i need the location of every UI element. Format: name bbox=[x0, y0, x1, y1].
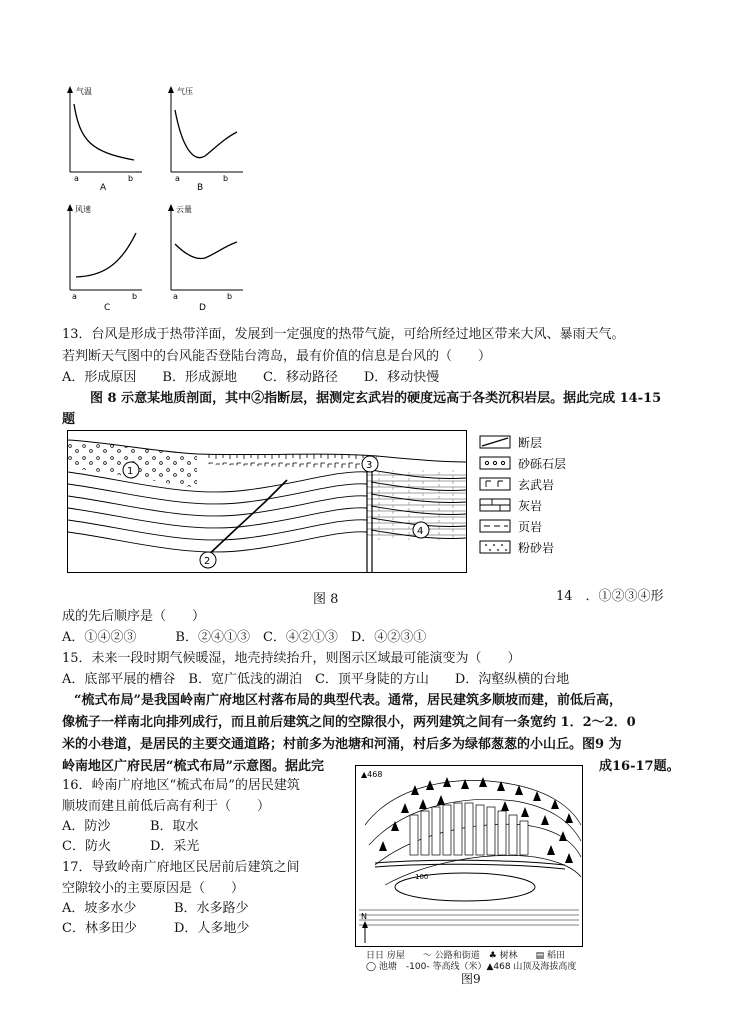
fig8-label-3: 3 bbox=[366, 460, 373, 471]
q13-stem-line2: 若判断天气图中的台风能否登陆台湾岛，最有价值的信息是台风的（ ） bbox=[62, 349, 492, 364]
fig8-legend-fault: 断层 bbox=[518, 436, 543, 450]
q16-option-a: A．防沙 bbox=[62, 819, 111, 834]
q17-option-a: A．坡多水少 bbox=[62, 901, 137, 916]
intro16-line4b: 成16-17题。 bbox=[599, 759, 680, 774]
q13-stem-line1: 13．台风是形成于热带洋面，发展到一定强度的热带气旋，可给所经过地区带来大风、暴雨天气。 bbox=[62, 327, 625, 342]
intro16-line3: 米的小巷道，是居民的主要交通道路；村前多为池塘和河涌，村后多为绿郁葱葱的小山丘。图9 为 bbox=[62, 737, 622, 752]
fig8-label-4: 4 bbox=[417, 526, 424, 537]
fig9-village-map bbox=[355, 765, 583, 947]
fig8-legend bbox=[478, 432, 608, 562]
q14-options: A．①④②③ B．②④①③ C．④②①③ D．④②③① bbox=[62, 630, 427, 645]
fig8-caption: 图 8 bbox=[313, 592, 339, 607]
q14-stem-line2: 成的先后顺序是（ ） bbox=[62, 609, 206, 624]
graph-d-caption: D bbox=[199, 303, 206, 313]
svg-text:a: a bbox=[72, 292, 77, 301]
fig8-legend-gravel: 砂砾石层 bbox=[518, 457, 567, 471]
graph-b bbox=[163, 82, 248, 194]
q16-stem-line1: 16．岭南广府地区“梳式布局”的居民建筑 bbox=[62, 778, 300, 793]
graph-c-ylabel: 风速 bbox=[75, 205, 91, 214]
graph-b-ylabel: 气压 bbox=[177, 87, 193, 96]
q16-option-d: D．采光 bbox=[150, 839, 200, 854]
graph-d-ylabel: 云量 bbox=[176, 205, 192, 214]
fig8-legend-limestone: 灰岩 bbox=[518, 499, 543, 513]
q17-option-d: D．人多地少 bbox=[174, 921, 250, 936]
q17-option-b: B．水多路少 bbox=[174, 901, 249, 916]
graph-c-caption: C bbox=[104, 303, 111, 313]
fig8-intro-line1: 图 8 示意某地质剖面，其中②指断层，据测定玄武岩的硬度远高于各类沉积岩层。据此完成 14-15 bbox=[90, 391, 662, 406]
svg-text:a: a bbox=[175, 174, 180, 183]
fig9-peak-label: ▲468 bbox=[361, 770, 383, 779]
fig8-legend-basalt: 玄武岩 bbox=[518, 478, 555, 492]
svg-text:b: b bbox=[132, 292, 138, 301]
fig8-legend-shale: 页岩 bbox=[518, 520, 543, 534]
svg-text:a: a bbox=[74, 174, 79, 183]
q17-option-c: C．林多田少 bbox=[62, 921, 137, 936]
q16-option-c: C．防火 bbox=[62, 839, 111, 854]
fig8-legend-siltstone: 粉砂岩 bbox=[518, 541, 555, 555]
q15-options: A．底部平展的槽谷 B．宽广低浅的湖泊 C．顶平身陡的方山 D．沟壑纵横的台地 bbox=[62, 672, 570, 687]
q14-stem-tail: 14 ．①②③④形 bbox=[556, 589, 664, 604]
q17-stem-line2: 空隙较小的主要原因是（ ） bbox=[62, 881, 245, 896]
fig9-legend-row2: ◯ 池塘 -100- 等高线（米）▲468 山顶及海拔高度 bbox=[366, 962, 577, 972]
intro16-line1: “梳式布局”是我国岭南广府地区村落布局的典型代表。通常，居民建筑多顺坡而建，前低后高， bbox=[74, 693, 622, 708]
fig9-legend-row1: 日日 房屋 ～ 公路和街道 ♣ 树林 ▤ 稻田 bbox=[366, 951, 566, 961]
fig9-north-arrow: N bbox=[361, 912, 367, 921]
q15-stem: 15．未来一段时期气候暖湿，地壳持续抬升，则图示区域最可能演变为（ ） bbox=[62, 651, 521, 666]
fig9-contour-label: 100 bbox=[415, 873, 429, 881]
q16-option-b: B．取水 bbox=[150, 819, 199, 834]
graph-d bbox=[163, 200, 248, 315]
graph-b-caption: B bbox=[197, 183, 204, 193]
intro16-line2: 像梳子一样南北向排列成行，而且前后建筑之间的空隙很小，两列建筑之间有一条宽约 1．2～2．0 bbox=[62, 715, 636, 730]
q16-stem-line2: 顺坡而建且前低后高有利于（ ） bbox=[62, 799, 271, 814]
q13-options: A．形成原因 B．形成源地 C．移动路径 D．移动快慢 bbox=[62, 370, 440, 385]
graph-a-caption: A bbox=[100, 183, 107, 193]
fig9-caption: 图9 bbox=[461, 972, 481, 986]
fig8-label-1: 1 bbox=[127, 466, 134, 477]
fig8-geologic-section bbox=[67, 430, 467, 573]
fig8-intro-line2: 题 bbox=[62, 412, 76, 427]
q17-stem-line1: 17．导致岭南广府地区民居前后建筑之间 bbox=[62, 860, 300, 875]
svg-text:b: b bbox=[223, 174, 229, 183]
fig8-label-2: 2 bbox=[204, 556, 211, 567]
graph-a-ylabel: 气温 bbox=[76, 87, 92, 96]
svg-text:a: a bbox=[173, 292, 178, 301]
svg-text:b: b bbox=[128, 174, 134, 183]
svg-text:b: b bbox=[227, 292, 233, 301]
intro16-line4a: 岭南地区广府民居“梳式布局”示意图。据此完 bbox=[62, 759, 324, 774]
graph-c bbox=[62, 200, 147, 315]
graph-a bbox=[62, 82, 147, 194]
